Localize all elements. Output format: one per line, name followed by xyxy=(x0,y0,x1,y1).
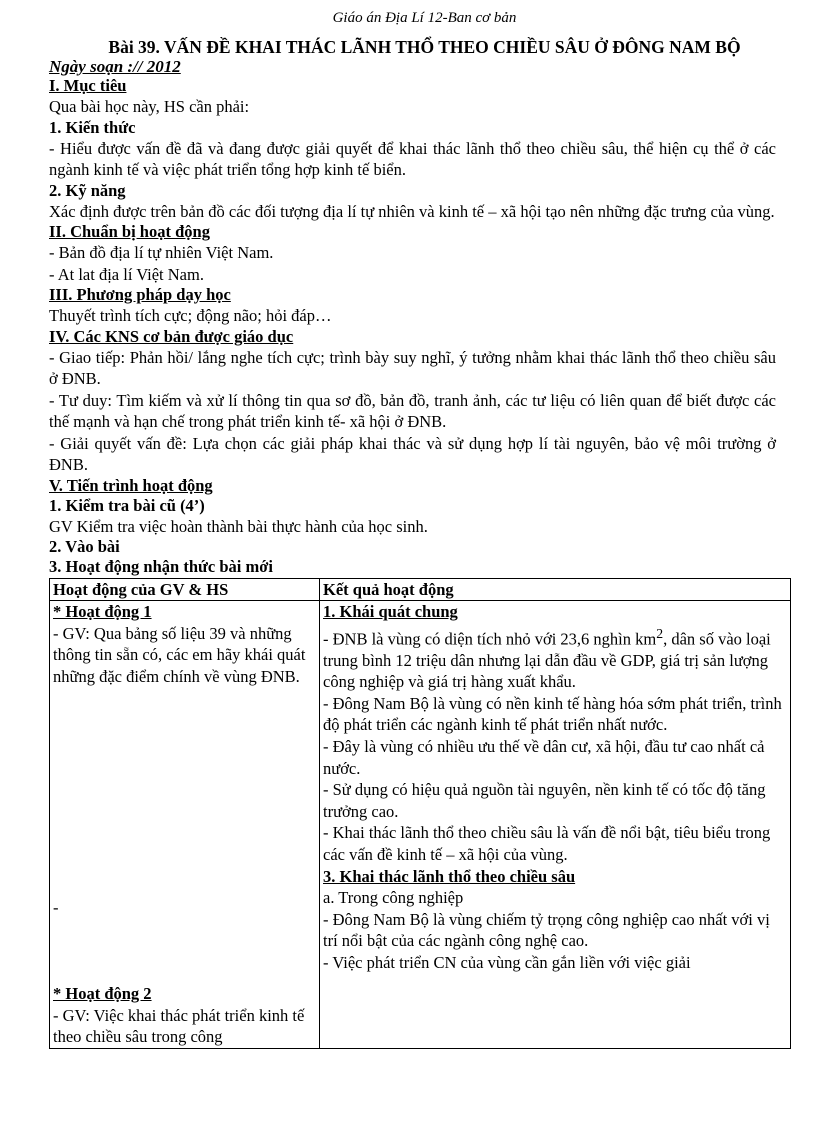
result-paragraph: - Việc phát triển CN của vùng cần gắn liền với việc giải xyxy=(323,953,691,972)
result-paragraph: - Đông Nam Bộ là vùng chiếm tỷ trọng công nghiệp cao nhất với vị trí nổi bật của các ngành công nghệ cao. xyxy=(323,909,770,951)
activity-table xyxy=(49,578,791,1049)
result-cell xyxy=(320,601,791,1049)
teacher-activity-cell xyxy=(50,601,320,1049)
table-header-row xyxy=(50,579,791,601)
objectives-intro: Qua bài học này, HS cần phải: xyxy=(49,97,250,116)
intro-heading: 2. Vào bài xyxy=(49,537,120,556)
activity-1-title: * Hoạt động 1 xyxy=(53,602,152,621)
skills-item: - Tư duy: Tìm kiếm và xử lí thông tin qua sơ đồ, bản đồ, tranh ảnh, các tư liệu có liên quan để biết được các thế mạnh và hạn chế trong phát triển kinh tế- xã hội ở ĐNB. xyxy=(49,390,776,431)
section-objectives-heading: I. Mục tiêu xyxy=(49,76,127,95)
activity-2-title: * Hoạt động 2 xyxy=(53,983,152,1003)
skills-text: Xác định được trên bản đồ các đối tượng địa lí tự nhiên và kinh tế – xã hội tạo nên những đặc trưng của vùng. xyxy=(49,201,775,221)
section-preparation-heading: II. Chuẩn bị hoạt động xyxy=(49,222,210,241)
methods-text: Thuyết trình tích cực; động não; hỏi đáp… xyxy=(49,306,332,325)
skills-heading: 2. Kỹ năng xyxy=(49,180,126,200)
knowledge-text: - Hiểu được vấn đề đã và đang được giải quyết để khai thác lãnh thổ theo chiều sâu, thể hiện cụ thể ở các ngành kinh tế và việc phát triển tổng hợp kinh tế biển. xyxy=(49,138,776,179)
result-paragraph: - Khai thác lãnh thổ theo chiều sâu là vấn đề nổi bật, tiêu biểu trong các vấn đề kinh tế – xã hội của vùng. xyxy=(323,823,771,865)
review-heading: 1. Kiểm tra bài cũ (4’) xyxy=(49,495,205,515)
result-paragraph: - Đây là vùng có nhiều ưu thế về dân cư, xã hội, đầu tư cao nhất cả nước. xyxy=(323,737,765,778)
preparation-item: - At lat địa lí Việt Nam. xyxy=(49,264,204,284)
result-paragraph: - Sử dụng có hiệu quả nguồn tài nguyên, nền kinh tế có tốc độ tăng trưởng cao. xyxy=(323,780,766,821)
preparation-item: - Bản đồ địa lí tự nhiên Việt Nam. xyxy=(49,243,274,262)
table-header-cell: Kết quả hoạt động xyxy=(320,579,791,601)
activity-1-text: - GV: Qua bảng số liệu 39 và những thông tin sẵn có, các em hãy khái quát những đặc điểm chính về vùng ĐNB. xyxy=(53,623,306,686)
prep-date: Ngày soạn :// 2012 xyxy=(49,57,181,76)
new-lesson-heading: 3. Hoạt động nhận thức bài mới xyxy=(49,557,273,576)
result-1-title: 1. Khái quát chung xyxy=(323,602,458,621)
table-row xyxy=(50,601,791,1049)
section-methods-heading: III. Phương pháp dạy học xyxy=(49,285,231,304)
section-process-heading: V. Tiến trình hoạt động xyxy=(49,475,213,495)
page-header: Giáo án Địa Lí 12-Ban cơ bản xyxy=(332,10,517,26)
activity-2-text: - GV: Việc khai thác phát triển kinh tế theo chiều sâu trong công xyxy=(53,1005,305,1047)
review-text: GV Kiểm tra việc hoàn thành bài thực hành của học sinh. xyxy=(49,516,428,536)
activity-dash: - xyxy=(53,898,59,918)
skills-item: - Giao tiếp: Phản hồi/ lắng nghe tích cực; trình bày suy nghĩ, ý tưởng nhằm khai thác lãnh thổ theo chiều sâu ở ĐNB. xyxy=(49,347,776,388)
document-page xyxy=(49,10,782,1049)
result-paragraph: - ĐNB là vùng có diện tích nhỏ với 23,6 nghìn $km^2$, dân số vào loại trung bình 12 triệu dân nhưng lại dẫn đầu về GDP, giá trị sản lượng công nghiệp và giá trị hàng xuất khẩu. xyxy=(323,625,771,692)
result-paragraph: - Đông Nam Bộ là vùng có nền kinh tế hàng hóa sớm phát triển, trình độ phát triển các ngành kinh tế phát triển nhất nước. xyxy=(323,693,782,735)
table-header-cell: Hoạt động của GV & HS xyxy=(50,579,320,601)
skills-item: - Giải quyết vấn đề: Lựa chọn các giải pháp khai thác và sử dụng hợp lí tài nguyên, bảo vệ môi trường ở ĐNB. xyxy=(49,433,776,474)
result-subheading: a. Trong công nghiệp xyxy=(323,888,464,908)
result-3-title: 3. Khai thác lãnh thổ theo chiều sâu xyxy=(323,866,576,886)
superscript: 2 xyxy=(656,625,664,641)
lesson-title: Bài 39. VẤN ĐỀ KHAI THÁC LÃNH THỔ THEO CHIỀU SÂU Ở ĐÔNG NAM BỘ xyxy=(108,37,741,57)
knowledge-heading: 1. Kiến thức xyxy=(49,117,136,137)
section-skills-heading: IV. Các KNS cơ bản được giáo dục xyxy=(49,326,294,346)
